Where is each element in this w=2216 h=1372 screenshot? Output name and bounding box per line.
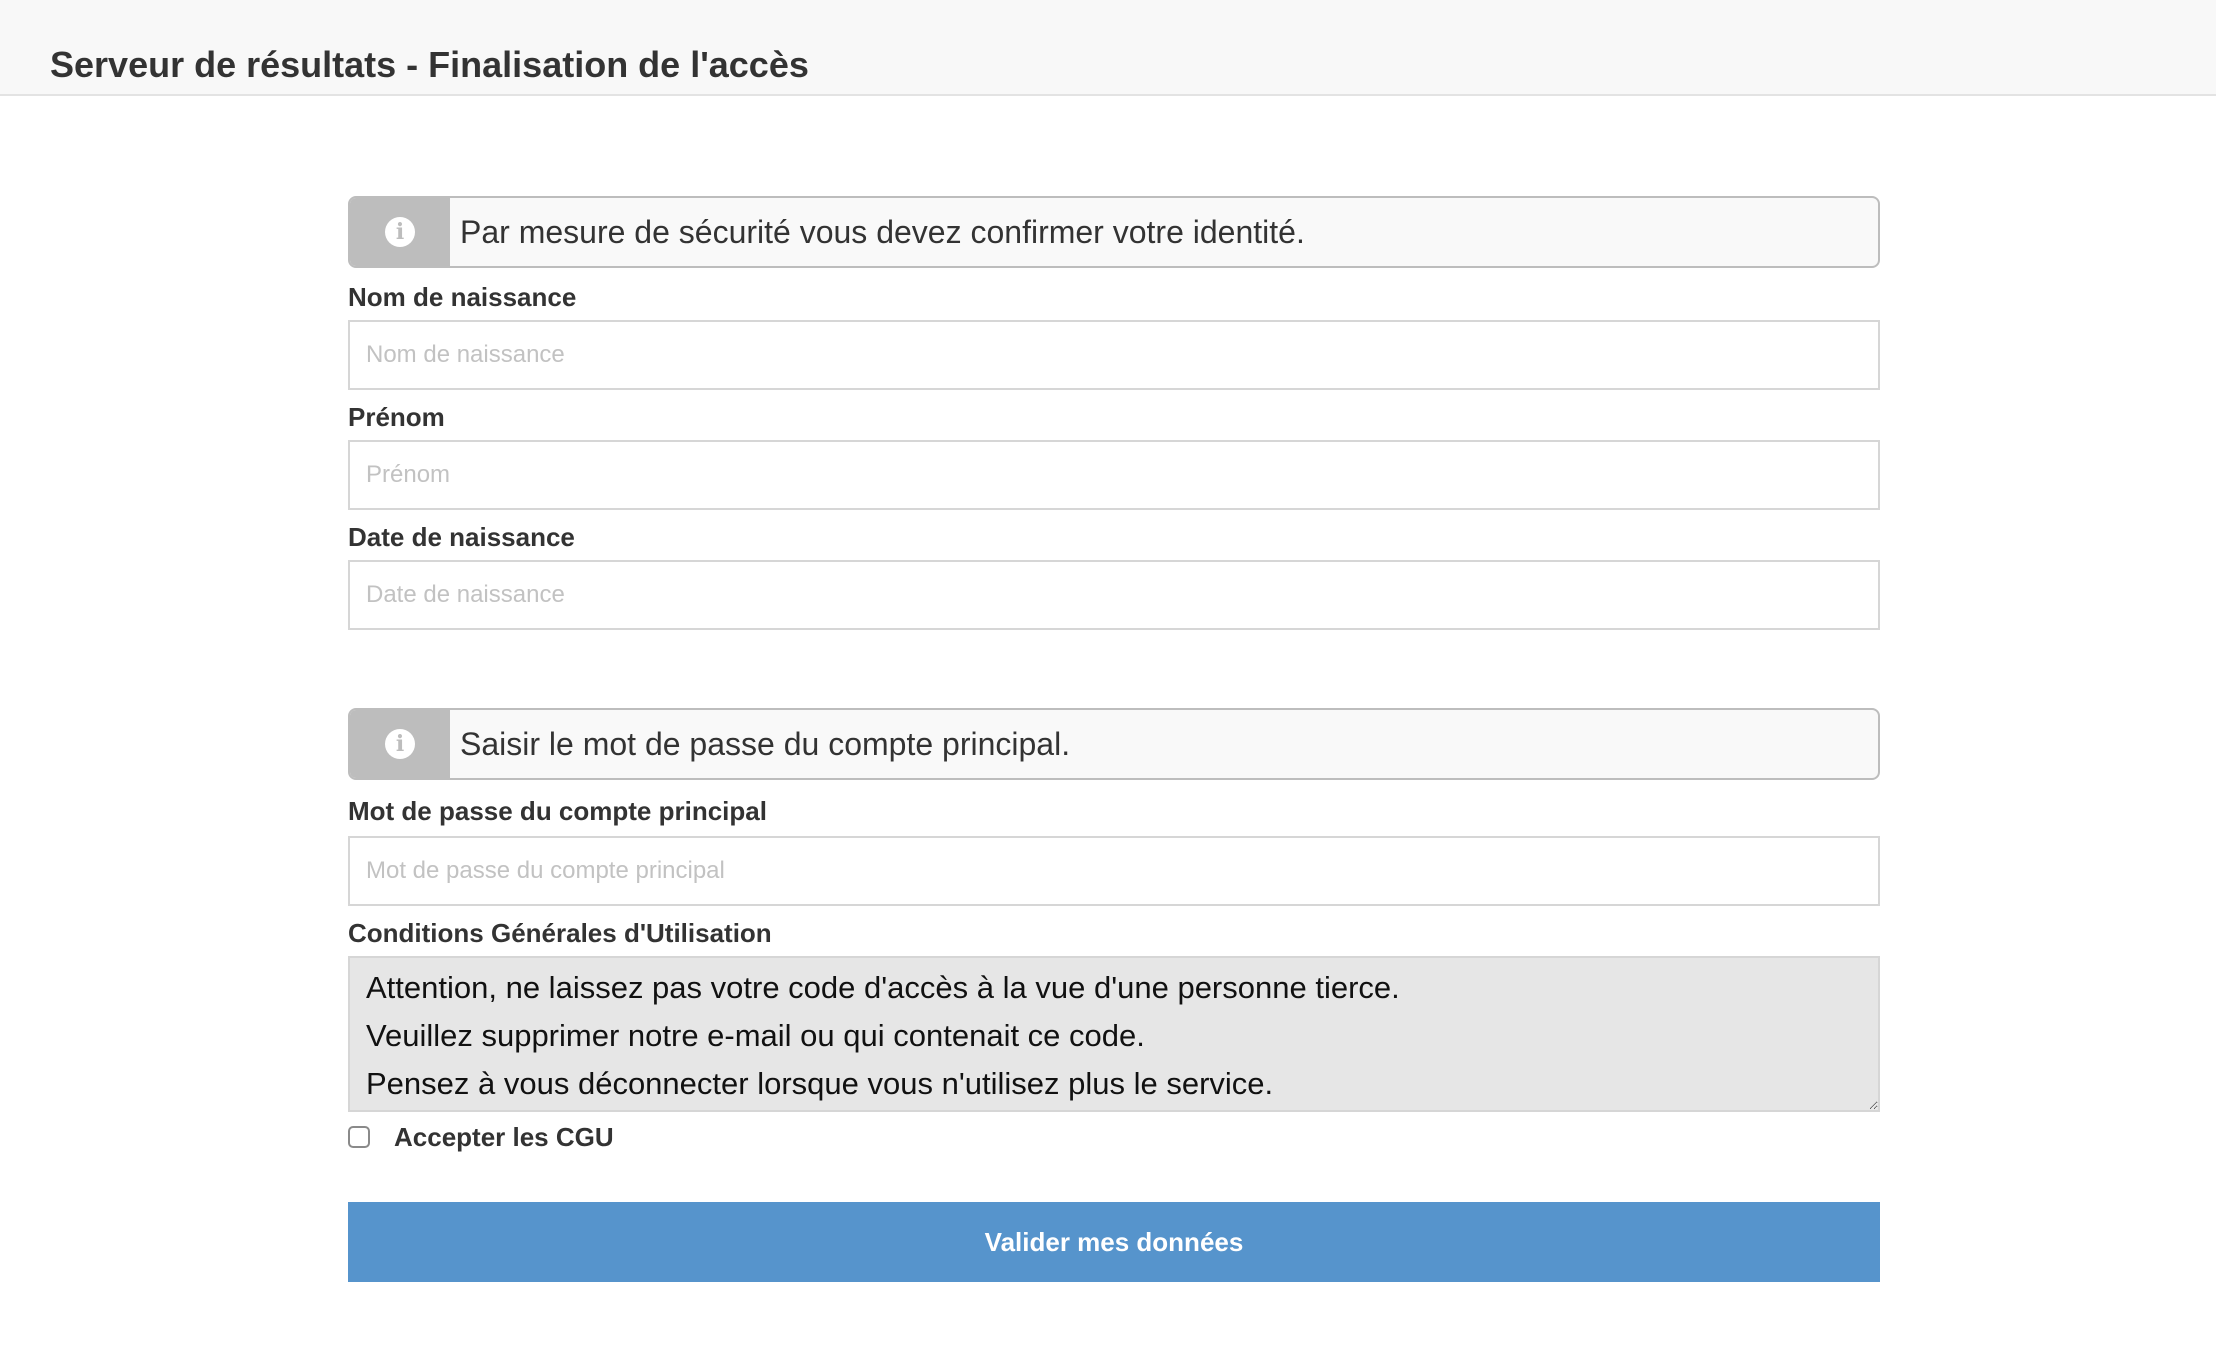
password-info-alert xyxy=(348,708,1880,780)
birth-date-input[interactable] xyxy=(348,560,1880,630)
main-password-input[interactable] xyxy=(348,836,1880,906)
info-icon: i xyxy=(385,729,415,759)
identity-info-alert xyxy=(348,196,1880,268)
alert-icon-box xyxy=(350,198,450,266)
first-name-input[interactable] xyxy=(348,440,1880,510)
info-icon: i xyxy=(385,217,415,247)
password-info-text: Saisir le mot de passe du compte principal. xyxy=(460,726,1071,762)
cgu-label: Conditions Générales d'Utilisation xyxy=(348,918,772,948)
birth-name-input[interactable] xyxy=(348,320,1880,390)
accept-cgu-label[interactable]: Accepter les CGU xyxy=(394,1121,614,1152)
access-form xyxy=(348,196,1880,1282)
cgu-textarea[interactable] xyxy=(348,956,1880,1112)
birth-name-label: Nom de naissance xyxy=(348,282,577,312)
page-title: Serveur de résultats - Finalisation de l'accès xyxy=(50,44,809,85)
identity-info-text: Par mesure de sécurité vous devez confirmer votre identité. xyxy=(460,214,1305,250)
first-name-label: Prénom xyxy=(348,402,445,432)
main-password-label: Mot de passe du compte principal xyxy=(348,796,767,826)
accept-cgu-checkbox[interactable] xyxy=(348,1126,370,1148)
birth-date-label: Date de naissance xyxy=(348,522,575,552)
submit-button[interactable]: Valider mes données xyxy=(348,1202,1880,1282)
alert-icon-box xyxy=(350,710,450,778)
accept-cgu-row[interactable] xyxy=(348,1120,1880,1154)
app-header xyxy=(0,0,2216,96)
